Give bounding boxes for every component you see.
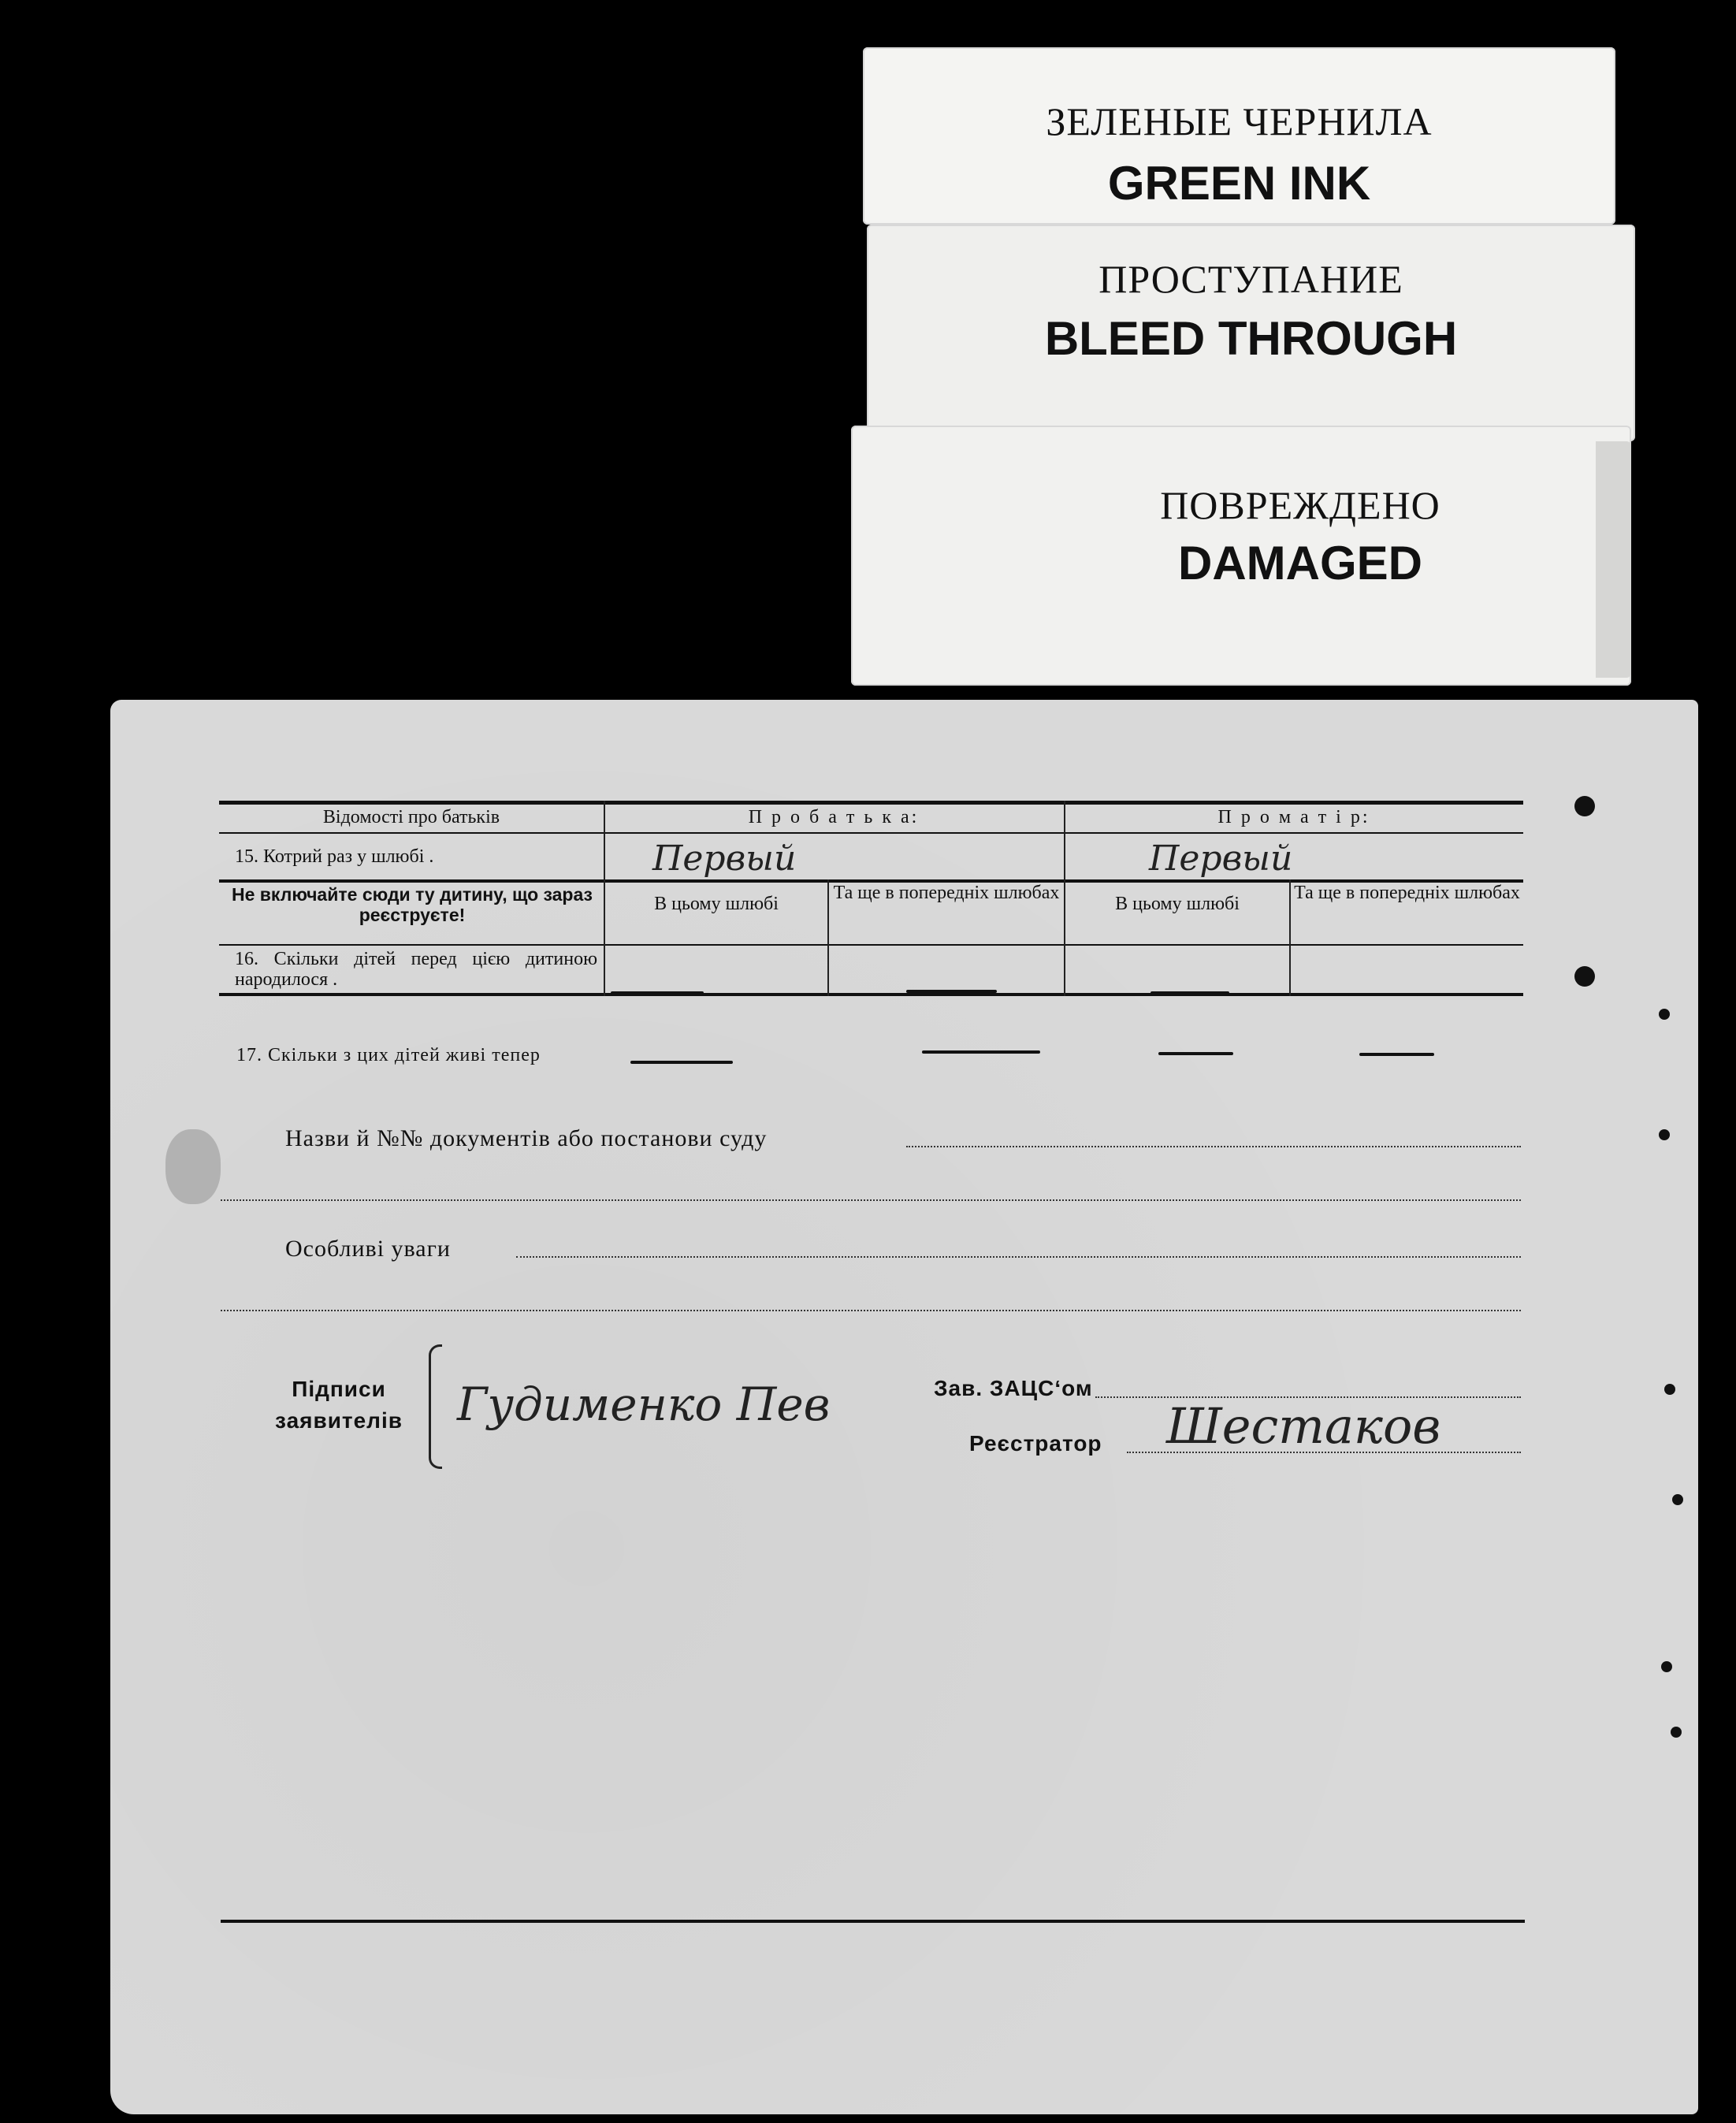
row15-mother-handwriting: Первый [1149, 838, 1293, 879]
table-bottom-rule [219, 993, 1523, 996]
header-parents: Відомості про батьків [322, 807, 500, 827]
row16-father-prev-dash [906, 990, 997, 993]
signatures-label: Підписи заявителів [275, 1377, 403, 1433]
green-ink-ru: ЗЕЛЕНЫЕ ЧЕРНИЛА [1046, 99, 1433, 143]
notes-line [516, 1256, 1521, 1258]
damaged-ru: ПОВРЕЖДЕНО [1160, 483, 1440, 527]
applicant-signature: Гудименко Пев [457, 1378, 831, 1431]
row16-mother-prev-dash [1348, 993, 1418, 996]
notes-line-2 [221, 1310, 1521, 1311]
parents-table [219, 801, 1523, 998]
row15-label: 15. Котрий раз у шлюбі . [235, 846, 434, 867]
table-top-rule [219, 801, 1523, 805]
punch-hole [1574, 966, 1595, 987]
subheader-this-marriage-mother: В цьому шлюбі [1115, 894, 1240, 914]
row15-father-handwriting: Первый [652, 838, 797, 879]
documents-line [906, 1146, 1521, 1147]
subheader-previous-father: Та ще в попередніх шлюбах [833, 883, 1060, 903]
registrar-label: Реєстратор [969, 1431, 1102, 1456]
table-rule [219, 944, 1523, 946]
signatures-brace [429, 1344, 442, 1469]
subheader-previous-mother: Та ще в попередніх шлюбах [1294, 883, 1520, 903]
bleed-through-en: BLEED THROUGH [1044, 312, 1458, 365]
subheader-this-marriage-father: В цьому шлюбі [654, 894, 779, 914]
header-father: П р о б а т ь к а: [748, 807, 920, 827]
damaged-card [851, 426, 1631, 686]
stain-mark [165, 1129, 221, 1204]
row17-father-this-dash [630, 1061, 733, 1064]
green-ink-en: GREEN INK [1107, 157, 1371, 210]
row16-father-this-dash [611, 991, 704, 995]
speck [1661, 1661, 1672, 1672]
documents-line-2 [221, 1199, 1521, 1201]
green-ink-card [863, 47, 1615, 225]
row16-mother-this-dash [1151, 991, 1229, 995]
punch-hole [1574, 796, 1595, 816]
header-mother: П р о м а т і р: [1217, 807, 1370, 827]
form-sheet [110, 700, 1698, 2114]
table-rule [219, 832, 1523, 834]
speck [1672, 1494, 1683, 1505]
registrar-signature: Шестаков [1166, 1397, 1441, 1455]
documents-label: Назви й №№ документів або постанови суду [285, 1125, 768, 1151]
row17-label: 17. Скільки з цих дітей живі тепер [236, 1045, 541, 1065]
bleed-through-card [867, 225, 1635, 441]
row17-father-prev-dash [922, 1050, 1040, 1054]
speck [1671, 1727, 1682, 1738]
row17-mother-prev-dash [1359, 1053, 1434, 1056]
row16-label: 16. Скільки дітей перед цією дитиною народилося . [235, 949, 597, 990]
speck [1659, 1009, 1670, 1020]
notes-label: Особливі уваги [285, 1236, 451, 1262]
bottom-rule [221, 1920, 1525, 1923]
speck [1664, 1384, 1675, 1395]
row17-mother-this-dash [1158, 1052, 1233, 1055]
bleed-through-ru: ПРОСТУПАНИЕ [1098, 257, 1403, 301]
exclude-note: Не включайте сюди ту дитину, що зараз реєструєте! [231, 884, 593, 925]
head-label: Зав. ЗАЦС‘ом [934, 1376, 1093, 1400]
speck [1659, 1129, 1670, 1140]
damaged-en: DAMAGED [1178, 537, 1422, 589]
